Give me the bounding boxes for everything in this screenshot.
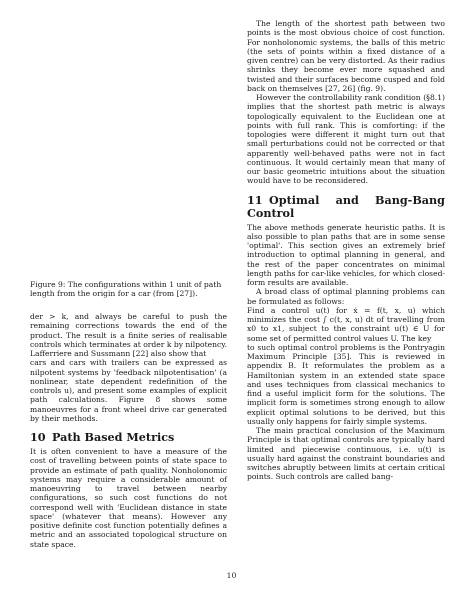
figure-9-area <box>30 28 227 280</box>
right-paragraph-7: The main practical conclusion of the Maximum Principle is that optimal controls are typically hard limited and piecewise continuous, i.e. u(t) is usually hard against the constraint boundaries and switches abruptly between limits at certain critical points. Such controls are called bang- <box>247 426 445 482</box>
section-11-title: Optimal and Bang-Bang Control <box>247 192 445 220</box>
right-paragraph-1: The length of the shortest path between two points is the most obvious choice of cost function. For nonholonomic systems, the balls of this metric (the sets of points within a fixed distance of a given centre) can be very distorted. As their radius shrinks they become ever more squashed and twisted and their surfaces become cusped and fold back on themselves [27, 26] (fig. 9). <box>247 19 445 93</box>
figure-caption: Figure 9: The configurations within 1 unit of path length from the origin for a car (from [27]). <box>30 280 222 299</box>
right-column <box>247 19 445 482</box>
right-paragraph-5: Find a control u(t) for ẋ = f(t, x, u) which minimizes the cost ∫ c(t, x, u) dt of travelling from x0 to x1, subject to the constraint u(t) ∈ U for some set of permitted control values U. The key <box>247 305 445 343</box>
section-11-heading <box>247 194 445 220</box>
right-paragraph-2: However the controllability rank condition (§8.1) implies that the shortest path metric is always topologically equivalent to the Euclidean one at points with full rank. This is comforting: if the topologies were different it might turn out that small perturbations could not be corrected or that apparently well-behaved paths were not in fact continuous. It would certainly mean that many of our basic geometric intuitions about the situation would have to be reconsidered. <box>247 93 445 186</box>
section-11-number: 11 <box>247 192 263 207</box>
left-paragraph-1: der > k, and always be careful to push the remaining corrections towards the end of the product. The result is a finite series of realisable controls which terminates at order k by nilpotency. Lafferriere and Sussmann [22] also show that <box>30 312 227 358</box>
section-10-heading <box>30 431 227 444</box>
page-number: 10 <box>226 571 237 580</box>
left-paragraph-3: It is often convenient to have a measure of the cost of travelling between points of state space to provide an estimate of path quality. Nonholonomic systems may require a considerable amount of manoeuvring to travel between nearby configurations, so such cost functions do not correspond well with 'Euclidean distance in state space' (whatever that means). However any positive definite cost function potentially defines a metric and an associated topological structure on state space. <box>30 447 227 549</box>
right-paragraph-6: to such optimal control problems is the Pontryagin Maximum Principle [35]. This is reviewed in appendix B. It reformulates the problem as a Hamiltonian system in an extended state space and uses techniques from classical mechanics to find a useful implicit form for the solutions. The implicit form is sometimes strong enough to allow explicit optimal solutions to be derived, but this usually only happens for fairly simple systems. <box>247 342 445 426</box>
right-paragraph-3: The above methods generate heuristic paths. It is also possible to plan paths that are in some sense 'optimal'. This section gives an extremely brief introduction to optimal planning in general, and the rest of the paper concentrates on minimal length paths for car-like vehicles, for which closed-form results are available. <box>247 222 445 287</box>
left-paragraph-2: cars and cars with trailers can be expressed as nilpotent systems by 'feedback nilpotentisation' (a nonlinear, state dependent redefinition of the controls u), and present some examples of explicit path calculations. Figure 8 shows some manoeuvres for a front wheel drive car generated by their methods. <box>30 358 227 423</box>
left-column <box>30 312 227 549</box>
section-10-title: Path Based Metrics <box>52 430 175 444</box>
section-10-number: 10 <box>30 430 46 444</box>
right-paragraph-4: A broad class of optimal planning problems can be formulated as follows: <box>247 287 445 306</box>
